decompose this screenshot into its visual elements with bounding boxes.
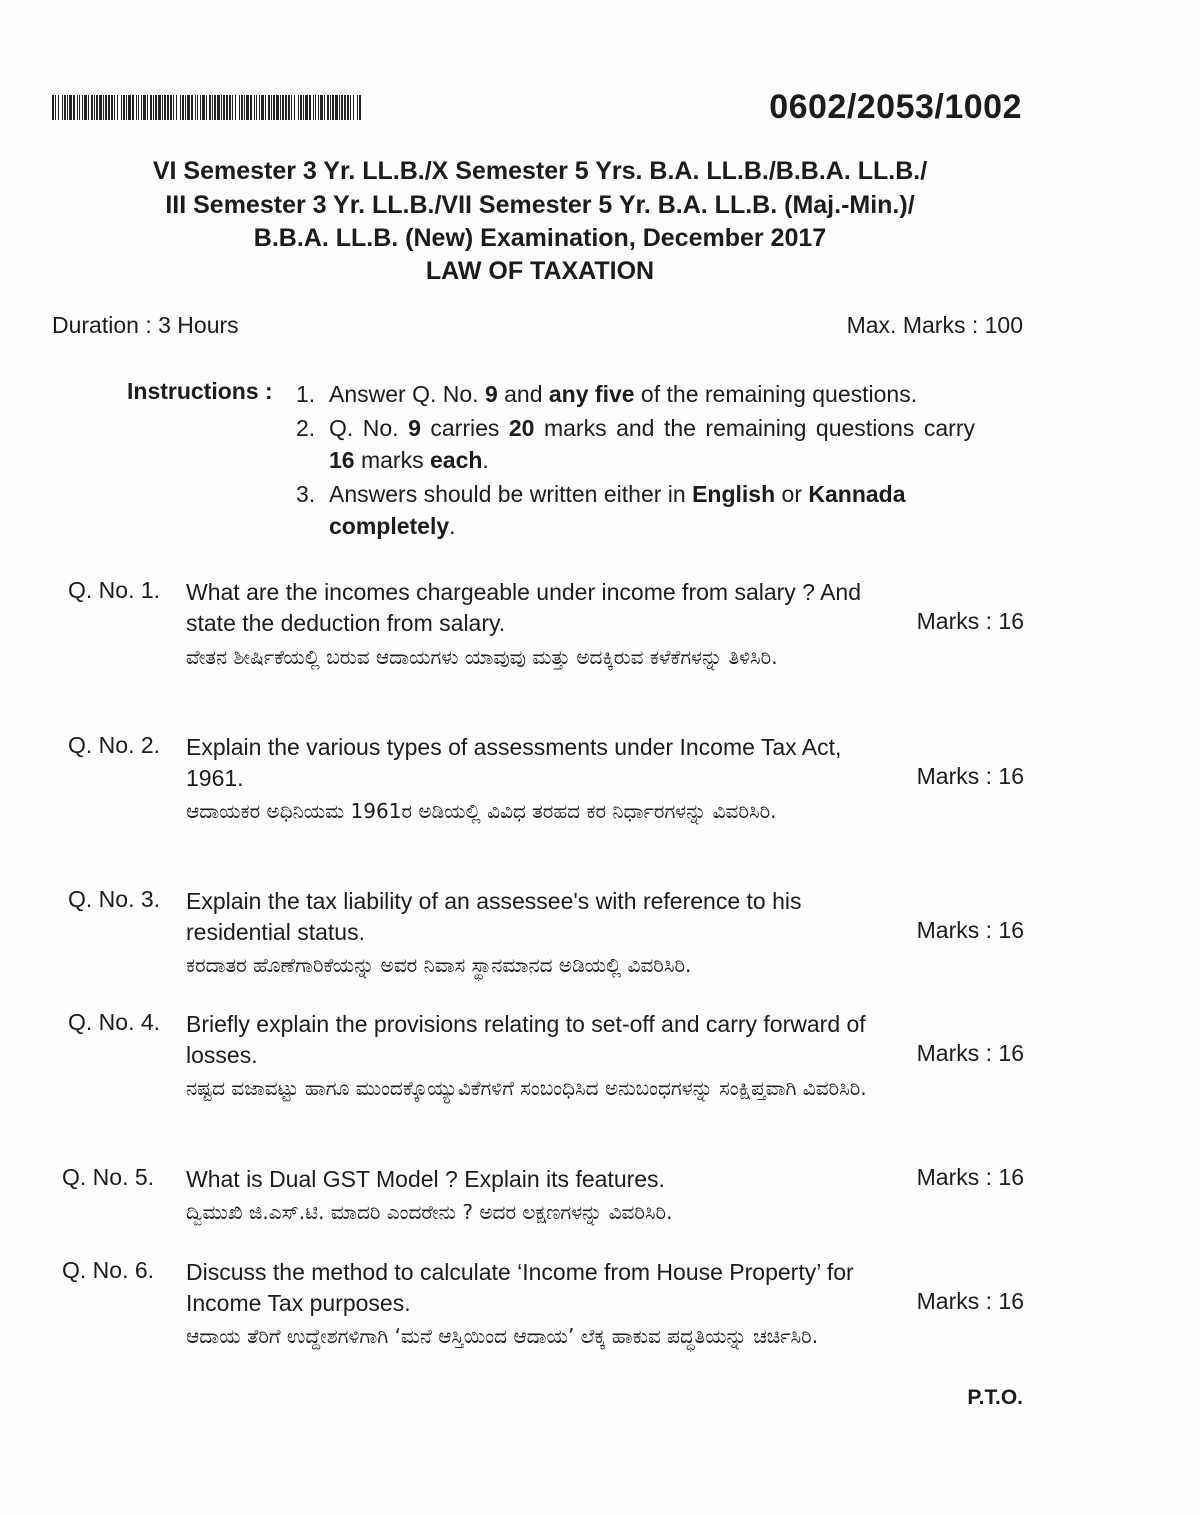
question-number: Q. No. 5. bbox=[62, 1164, 155, 1190]
question-text-en: What are the incomes chargeable under income from salary ? And state the deduction from salary. bbox=[186, 579, 862, 636]
exam-line-3: B.B.A. LL.B. (New) Examination, December 2017 bbox=[253, 224, 827, 252]
question-text-kn: ಕರದಾತರ ಹೊಣೆಗಾರಿಕೆಯನ್ನು ಅವರ ನಿವಾಸ ಸ್ಥಾನಮಾನದ ಅಡಿಯಲ್ಲಿ ವಿವರಿಸಿರಿ. bbox=[186, 953, 692, 977]
exam-line-2: III Semester 3 Yr. LL.B./VII Semester 5 Yr. B.A. LL.B. (Maj.-Min.)/ bbox=[165, 191, 915, 219]
instruction-item: 3. Answers should be written either in English or Kannada completely. bbox=[296, 481, 906, 539]
max-marks: Max. Marks : 100 bbox=[846, 312, 1023, 338]
question-text-en: Explain the tax liability of an assessee's with reference to his residential status. bbox=[186, 888, 802, 945]
question-text-en: Discuss the method to calculate ‘Income from House Property’ for Income Tax purposes. bbox=[186, 1259, 854, 1316]
exam-line-1: VI Semester 3 Yr. LL.B./X Semester 5 Yrs. B.A. LL.B./B.B.A. LL.B./ bbox=[152, 157, 928, 185]
question-number: Q. No. 6. bbox=[62, 1257, 155, 1283]
barcode bbox=[52, 95, 364, 120]
instruction-item: 1. Answer Q. No. 9 and any five of the remaining questions. bbox=[296, 381, 918, 407]
instruction-item: 2. Q. No. 9 carries 20 marks and the remaining questions carry 16 marks each. bbox=[296, 415, 975, 473]
question-number: Q. No. 2. bbox=[68, 732, 161, 758]
subject-title: LAW OF TAXATION bbox=[425, 257, 655, 285]
marks: Marks : 16 bbox=[916, 1288, 1024, 1314]
duration: Duration : 3 Hours bbox=[52, 312, 239, 338]
instructions-label: Instructions : bbox=[127, 378, 273, 404]
question-text-kn: ಆದಾಯಕರ ಅಧಿನಿಯಮ 1961ರ ಅಡಿಯಲ್ಲಿ ವಿವಿಧ ತರಹದ ಕರ ನಿರ್ಧಾರಗಳನ್ನು ವಿವರಿಸಿರಿ. bbox=[186, 799, 777, 823]
marks: Marks : 16 bbox=[916, 917, 1024, 943]
marks: Marks : 16 bbox=[916, 1040, 1024, 1066]
paper-code: 0602/2053/1002 bbox=[769, 88, 1022, 126]
question-text-kn: ದ್ವಿಮುಖಿ ಜಿ.ಎಸ್.ಟಿ. ಮಾದರಿ ಎಂದರೇನು ? ಅದರ ಲಕ್ಷಣಗಳನ್ನು ವಿವರಿಸಿರಿ. bbox=[186, 1200, 673, 1224]
marks: Marks : 16 bbox=[916, 1164, 1024, 1190]
question-number: Q. No. 3. bbox=[68, 886, 161, 912]
question-text-kn: ವೇತನ ಶೀರ್ಷಿಕೆಯಲ್ಲಿ ಬರುವ ಆದಾಯಗಳು ಯಾವುವು ಮತ್ತು ಅದಕ್ಕಿರುವ ಕಳೆಕೆಗಳನ್ನು ತಿಳಿಸಿರಿ. bbox=[186, 645, 778, 669]
pto-note: P.T.O. bbox=[967, 1386, 1023, 1409]
question-number: Q. No. 1. bbox=[68, 577, 161, 603]
question-text-en: What is Dual GST Model ? Explain its features. bbox=[186, 1166, 665, 1192]
question-text-en: Explain the various types of assessments under Income Tax Act, 1961. bbox=[186, 734, 842, 791]
question-text-kn: ನಷ್ಟದ ವಜಾವಟ್ಟು ಹಾಗೂ ಮುಂದಕ್ಕೊಯ್ಯುವಿಕೆಗಳಿಗೆ ಸಂಬಂಧಿಸಿದ ಅನುಬಂಧಗಳನ್ನು ಸಂಕ್ಷಿಪ್ತವಾಗಿ ವಿವರಿಸಿರಿ. bbox=[186, 1076, 867, 1100]
marks: Marks : 16 bbox=[916, 608, 1024, 634]
question-text-kn: ಆದಾಯ ತೆರಿಗೆ ಉದ್ದೇಶಗಳಿಗಾಗಿ ‘ಮನೆ ಆಸ್ತಿಯಿಂದ ಆದಾಯ’ ಲೆಕ್ಕ ಹಾಕುವ ಪದ್ಧತಿಯನ್ನು ಚರ್ಚಿಸಿರಿ. bbox=[186, 1324, 819, 1348]
marks: Marks : 16 bbox=[916, 763, 1024, 789]
question-text-en: Briefly explain the provisions relating to set-off and carry forward of losses. bbox=[186, 1011, 866, 1068]
question-number: Q. No. 4. bbox=[68, 1009, 161, 1035]
